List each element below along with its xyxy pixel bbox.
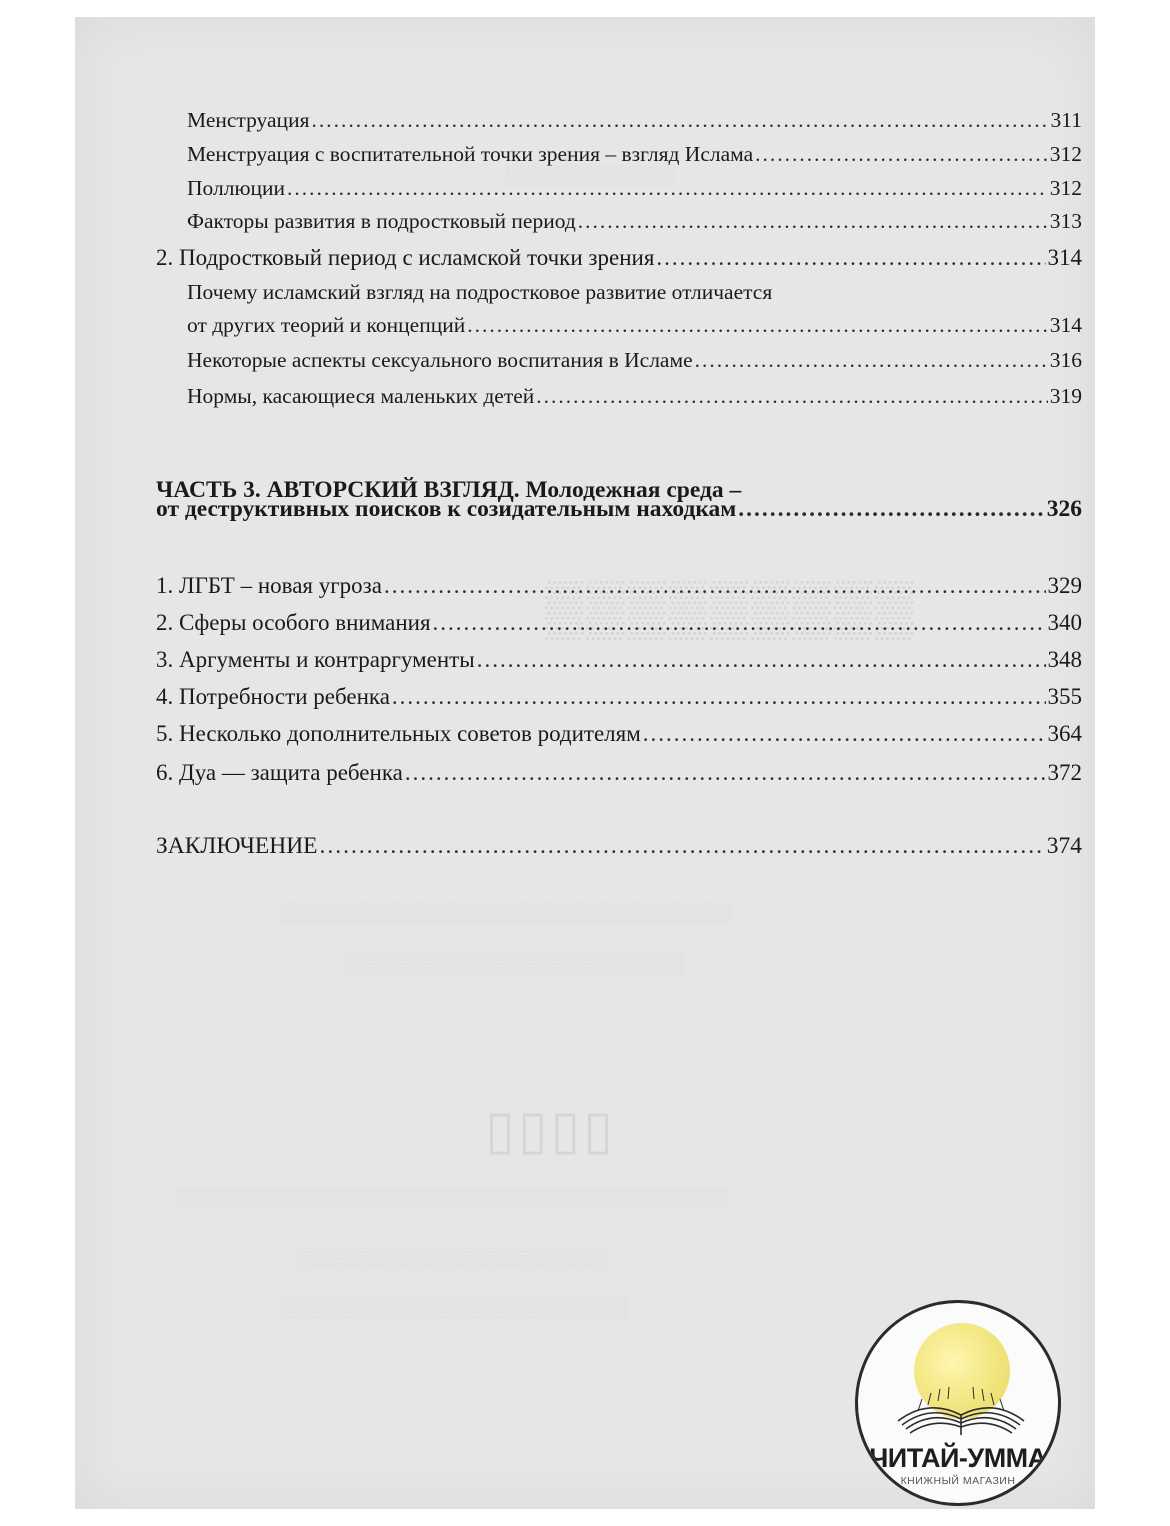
toc-entry-title: Менструация с воспитательной точки зрения – взгляд Ислама: [187, 142, 754, 166]
toc-entry-page: 329: [1047, 573, 1082, 598]
leader-dots: [320, 835, 1045, 859]
store-tagline: КНИЖНЫЙ МАГАЗИН: [900, 1475, 1016, 1487]
show-through-text: ▒▒▒▒▒▒▒▒▒: [545, 578, 917, 638]
toc-entry-title: Нормы, касающиеся маленьких детей: [187, 384, 535, 408]
toc-entry-title: 2. Подростковый период с исламской точки зрения: [156, 245, 655, 270]
toc-entry-title: Менструация: [187, 108, 310, 132]
toc-entry-page: 348: [1047, 647, 1082, 672]
toc-entry-page: 374: [1046, 833, 1082, 859]
toc-entry: [187, 110, 1082, 132]
store-logo: [855, 1300, 1061, 1506]
toc-entry-title: 6. Дуа — защита ребенка: [156, 760, 403, 785]
toc-entry-page: 314: [1049, 313, 1082, 337]
leader-dots: [467, 315, 1048, 337]
leader-dots: [433, 611, 1046, 634]
toc-entry-title: 5. Несколько дополнительных советов родителям: [156, 721, 641, 746]
leader-dots: [536, 386, 1047, 408]
show-through-text: ░░░░░░░░░░░░: [505, 165, 676, 187]
toc-chapter: [156, 722, 1082, 745]
store-brand-name: ЧИТАЙ-УММА: [869, 1443, 1047, 1473]
leader-dots: [477, 648, 1046, 671]
toc-entry-page: 326: [1046, 496, 1082, 522]
part3-title-line2: от деструктивных поисков к созидательным находкам: [156, 496, 737, 522]
toc-entry-page: 316: [1049, 348, 1082, 372]
toc-entry-page: 364: [1047, 721, 1082, 746]
toc-entry-page: 312: [1049, 142, 1082, 166]
toc-chapter: [156, 685, 1082, 708]
toc-entry-page: 355: [1047, 684, 1082, 709]
leader-dots: [384, 574, 1046, 597]
toc-entry-title: Некоторые аспекты сексуального воспитания в Исламе: [187, 348, 693, 372]
show-through-text: ░░░░░░░░░░░░░░░░░░░░░░░░░: [275, 1297, 630, 1319]
toc-entry-title: Факторы развития в подростковый период: [187, 209, 576, 233]
show-through-text: ▯▯▯▯: [485, 1100, 616, 1160]
toc-entry-title: 2. Сферы особого внимания: [156, 610, 431, 635]
part3-title-line1: ЧАСТЬ 3. АВТОРСКИЙ ВЗГЛЯД. Молодежная среда –: [156, 477, 742, 503]
leader-dots: [755, 144, 1048, 166]
toc-entry-title: от других теорий и концепций: [187, 313, 466, 337]
toc-entry-page: 340: [1047, 610, 1082, 635]
toc-entry-title-line1: Почему исламский взгляд на подростковое развитие отличается: [187, 280, 773, 304]
toc-entry-page: 319: [1049, 384, 1082, 408]
toc-entry-title: 1. ЛГБТ – новая угроза: [156, 573, 382, 598]
leader-dots: [695, 350, 1048, 372]
toc-entry-page: 314: [1047, 245, 1082, 270]
leader-dots: [392, 685, 1046, 708]
book-page: [75, 17, 1095, 1509]
toc-entry-page: 372: [1047, 760, 1082, 785]
toc-conclusion: [156, 835, 1082, 859]
show-through-text: ░░░░░░░░░░░░░░░░░░░░░░░░░░░░░░░░░░░░░░░: [175, 1187, 728, 1209]
leader-dots: [643, 722, 1046, 745]
leader-dots: [578, 211, 1048, 233]
toc-chapter: [156, 574, 1082, 597]
toc-entry: [187, 211, 1082, 233]
toc-entry-title: 3. Аргументы и контраргументы: [156, 647, 475, 672]
toc-chapter: [156, 761, 1082, 784]
show-through-text: ░░░░░░░░░░░░░░░░░░░░░░░░░░░░░░░░: [280, 902, 734, 924]
toc-entry-title: ЗАКЛЮЧЕНИЕ: [156, 833, 318, 859]
toc-entry-page: 312: [1049, 176, 1082, 200]
leader-dots: [738, 498, 1044, 522]
toc-entry-title: Поллюции: [187, 176, 286, 200]
show-through-text: ░░░░░░░░░░░░░░░░░░░░░░: [295, 1247, 607, 1269]
toc-entry: [187, 178, 1082, 200]
toc-entry: [187, 144, 1082, 166]
leader-dots: [287, 178, 1048, 200]
leader-dots: [405, 761, 1046, 784]
toc-part-entry: [156, 498, 1082, 522]
toc-entry: [187, 386, 1082, 408]
leader-dots: [656, 246, 1045, 269]
toc-entry: [187, 315, 1082, 337]
toc-entry: [187, 350, 1082, 372]
toc-entry-page: 313: [1049, 209, 1082, 233]
toc-chapter: [156, 611, 1082, 634]
toc-entry-page: 311: [1050, 108, 1082, 132]
toc-entry: [156, 246, 1082, 269]
leader-dots: [311, 110, 1048, 132]
toc-entry-title: 4. Потребности ребенка: [156, 684, 390, 709]
toc-chapter: [156, 648, 1082, 671]
show-through-text: ░░░░░░░░░░░░░░░░░░░░░░░░: [345, 952, 686, 974]
